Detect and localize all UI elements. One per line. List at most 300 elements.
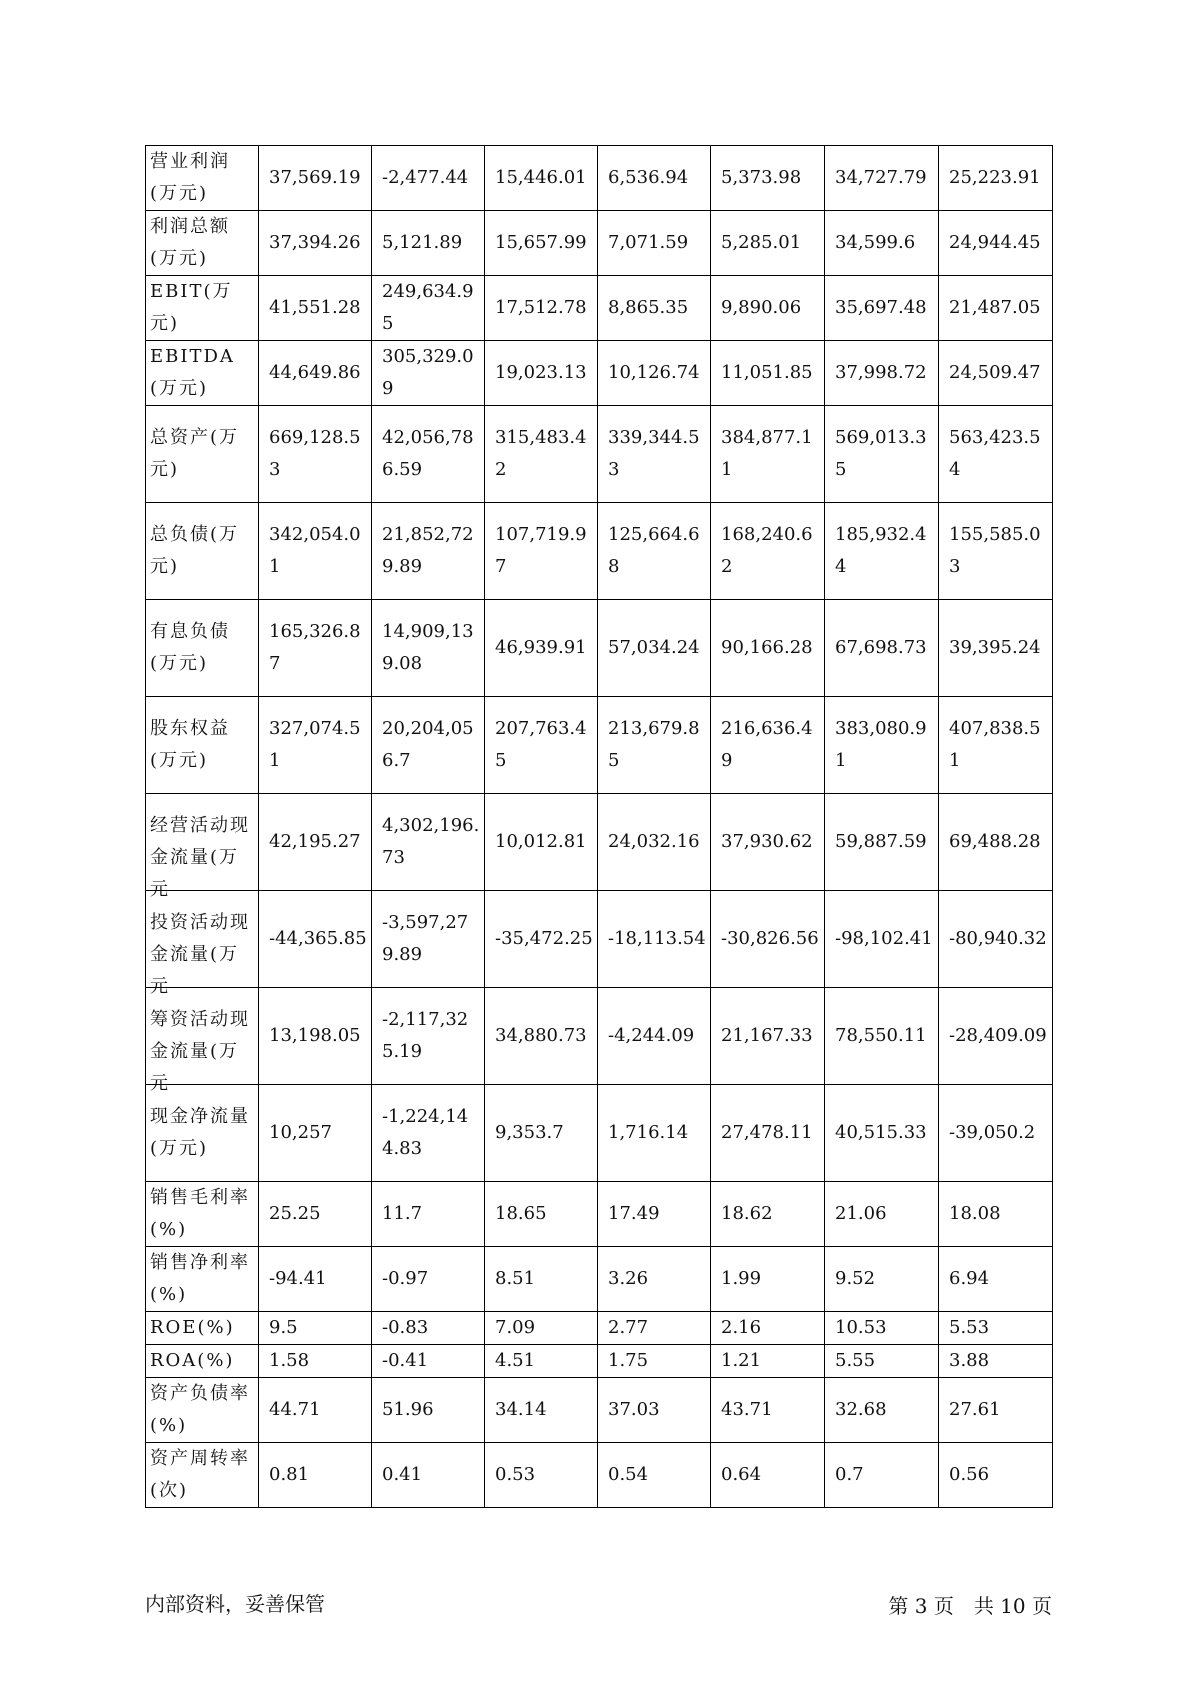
- cell-value: 107,719.97: [495, 524, 587, 577]
- cell-value: 5,121.89: [382, 232, 463, 253]
- cell-value: 43.71: [721, 1399, 773, 1420]
- table-cell: [598, 600, 711, 697]
- cell-value: 4.51: [495, 1350, 536, 1371]
- row-label: [146, 276, 259, 341]
- cell-value: 15,446.01: [495, 167, 587, 188]
- table-cell: [485, 1443, 598, 1508]
- table-cell: [825, 988, 939, 1085]
- cell-value: 5,373.98: [721, 167, 802, 188]
- cell-value: 17,512.78: [495, 297, 587, 318]
- cell-value: 5.55: [835, 1350, 876, 1371]
- cell-value: 6,536.94: [608, 167, 689, 188]
- cell-value: 40,515.33: [835, 1122, 927, 1143]
- table-cell: [598, 211, 711, 276]
- cell-value: 42,056,786.59: [382, 427, 474, 480]
- table-cell: [598, 891, 711, 988]
- cell-value: 42,195.27: [269, 831, 361, 852]
- row-label-text: 经营活动现金流量(万元: [150, 815, 250, 900]
- cell-value: 51.96: [382, 1399, 434, 1420]
- table-row: [146, 503, 1053, 600]
- cell-value: 4,302,196.73: [382, 815, 480, 868]
- cell-value: 10.53: [835, 1317, 887, 1338]
- row-label: [146, 503, 259, 600]
- cell-value: 11.7: [382, 1203, 423, 1224]
- cell-value: 13,198.05: [269, 1025, 361, 1046]
- table-row: [146, 146, 1053, 211]
- cell-value: 9,353.7: [495, 1122, 564, 1143]
- table-row: [146, 276, 1053, 341]
- row-label: [146, 1443, 259, 1508]
- table-cell: [598, 146, 711, 211]
- cell-value: 24,509.47: [949, 362, 1041, 383]
- cell-value: 37,930.62: [721, 831, 813, 852]
- table-cell: [372, 1085, 485, 1182]
- table-cell: [939, 503, 1053, 600]
- cell-value: 67,698.73: [835, 637, 927, 658]
- cell-value: 0.56: [949, 1464, 990, 1485]
- table-cell: [711, 211, 825, 276]
- cell-value: 21.06: [835, 1203, 887, 1224]
- cell-value: -35,472.25: [495, 928, 593, 949]
- row-label-text: 利润总额(万元): [150, 216, 230, 269]
- cell-value: 59,887.59: [835, 831, 927, 852]
- table-cell: [259, 276, 372, 341]
- cell-value: 0.53: [495, 1464, 536, 1485]
- table-cell: [372, 600, 485, 697]
- cell-value: 669,128.53: [269, 427, 361, 480]
- cell-value: 7,071.59: [608, 232, 689, 253]
- cell-value: 10,257: [269, 1122, 332, 1143]
- cell-value: 1.58: [269, 1350, 310, 1371]
- cell-value: 21,487.05: [949, 297, 1041, 318]
- table-cell: [711, 1182, 825, 1247]
- table-cell: [711, 276, 825, 341]
- cell-value: 5.53: [949, 1317, 990, 1338]
- row-label: [146, 794, 259, 900]
- cell-value: 27.61: [949, 1399, 1001, 1420]
- cell-value: 0.41: [382, 1464, 423, 1485]
- cell-value: 6.94: [949, 1268, 990, 1289]
- table-cell: [485, 1312, 598, 1345]
- cell-value: 78,550.11: [835, 1025, 927, 1046]
- cell-value: 216,636.49: [721, 718, 813, 771]
- table-cell: [485, 276, 598, 341]
- table-cell: [711, 1085, 825, 1182]
- table-cell: [259, 1443, 372, 1508]
- table-cell: [939, 146, 1053, 211]
- table-cell: [485, 600, 598, 697]
- table-cell: [259, 1247, 372, 1312]
- row-label: [146, 1312, 259, 1345]
- table-cell: [825, 406, 939, 503]
- table-row: [146, 1312, 1053, 1345]
- table-cell: [711, 406, 825, 503]
- cell-value: 249,634.95: [382, 281, 474, 334]
- cell-value: 9.5: [269, 1317, 298, 1338]
- table-cell: [939, 1378, 1053, 1443]
- table-row: [146, 341, 1053, 406]
- table-cell: [598, 1312, 711, 1345]
- table-cell: [711, 988, 825, 1085]
- cell-value: 24,944.45: [949, 232, 1041, 253]
- table-row: [146, 1085, 1053, 1182]
- row-label-text: 有息负债(万元): [150, 621, 230, 674]
- cell-value: 19,023.13: [495, 362, 587, 383]
- cell-value: 342,054.01: [269, 524, 361, 577]
- row-label-text: 销售净利率(%): [150, 1252, 250, 1305]
- table-cell: [372, 1247, 485, 1312]
- cell-value: 10,012.81: [495, 831, 587, 852]
- cell-value: 0.64: [721, 1464, 762, 1485]
- row-label: [146, 341, 259, 406]
- table-cell: [711, 1345, 825, 1378]
- table-cell: [825, 794, 939, 891]
- table-cell: [598, 988, 711, 1085]
- table-cell: [825, 1247, 939, 1312]
- cell-value: 407,838.51: [949, 718, 1041, 771]
- cell-value: 2.77: [608, 1317, 649, 1338]
- table-cell: [711, 1312, 825, 1345]
- table-cell: [372, 891, 485, 988]
- table-cell: [598, 1085, 711, 1182]
- table-row: [146, 1182, 1053, 1247]
- cell-value: 34.14: [495, 1399, 547, 1420]
- cell-value: 25.25: [269, 1203, 321, 1224]
- table-cell: [259, 1312, 372, 1345]
- table-cell: [259, 341, 372, 406]
- table-cell: [372, 211, 485, 276]
- cell-value: 24,032.16: [608, 831, 700, 852]
- table-cell: [485, 1247, 598, 1312]
- cell-value: 0.7: [835, 1464, 864, 1485]
- row-label: [146, 697, 259, 794]
- table-cell: [825, 891, 939, 988]
- cell-value: 207,763.45: [495, 718, 587, 771]
- table-cell: [598, 794, 711, 891]
- table-cell: [825, 341, 939, 406]
- table-cell: [825, 1085, 939, 1182]
- table-cell: [939, 341, 1053, 406]
- cell-value: -0.41: [382, 1350, 429, 1371]
- table-cell: [939, 988, 1053, 1085]
- table-row: [146, 600, 1053, 697]
- cell-value: 327,074.51: [269, 718, 361, 771]
- table-cell: [485, 891, 598, 988]
- table-cell: [939, 1443, 1053, 1508]
- row-label: [146, 600, 259, 697]
- row-label-text: 股东权益(万元): [150, 718, 230, 771]
- cell-value: 2.16: [721, 1317, 762, 1338]
- table-cell: [939, 697, 1053, 794]
- table-cell: [372, 146, 485, 211]
- cell-value: 8.51: [495, 1268, 536, 1289]
- cell-value: 8,865.35: [608, 297, 689, 318]
- table-cell: [598, 406, 711, 503]
- row-label-text: 筹资活动现金流量(万元: [150, 1009, 250, 1094]
- cell-value: 165,326.87: [269, 621, 361, 674]
- table-cell: [259, 1182, 372, 1247]
- cell-value: 25,223.91: [949, 167, 1041, 188]
- row-label-text: 营业利润(万元): [150, 151, 230, 204]
- table-cell: [259, 794, 372, 891]
- cell-value: 32.68: [835, 1399, 887, 1420]
- row-label-text: EBIT(万元): [150, 281, 233, 334]
- cell-value: 213,679.85: [608, 718, 700, 771]
- table-cell: [485, 503, 598, 600]
- table-row: [146, 988, 1053, 1085]
- cell-value: 37.03: [608, 1399, 660, 1420]
- row-label: [146, 146, 259, 211]
- cell-value: 17.49: [608, 1203, 660, 1224]
- cell-value: 20,204,056.7: [382, 718, 474, 771]
- table-cell: [939, 276, 1053, 341]
- cell-value: 35,697.48: [835, 297, 927, 318]
- row-label-text: 资产负债率(%): [150, 1383, 250, 1436]
- cell-value: 384,877.11: [721, 427, 813, 480]
- table-cell: [711, 503, 825, 600]
- cell-value: -0.83: [382, 1317, 429, 1338]
- row-label-text: 现金净流量(万元): [150, 1106, 250, 1159]
- cell-value: 3.26: [608, 1268, 649, 1289]
- cell-value: 168,240.62: [721, 524, 813, 577]
- table-cell: [598, 1378, 711, 1443]
- row-label: [146, 1247, 259, 1312]
- cell-value: -30,826.56: [721, 928, 819, 949]
- cell-value: 18.62: [721, 1203, 773, 1224]
- table-cell: [939, 406, 1053, 503]
- row-label-text: 总资产(万元): [150, 427, 240, 480]
- table-row: [146, 794, 1053, 891]
- table-cell: [825, 1443, 939, 1508]
- table-cell: [825, 600, 939, 697]
- cell-value: 3.88: [949, 1350, 990, 1371]
- cell-value: -39,050.2: [949, 1122, 1036, 1143]
- table-cell: [259, 503, 372, 600]
- table-cell: [372, 1345, 485, 1378]
- cell-value: 11,051.85: [721, 362, 813, 383]
- cell-value: 14,909,139.08: [382, 621, 474, 674]
- cell-value: -1,224,144.83: [382, 1106, 469, 1159]
- table-cell: [825, 276, 939, 341]
- table-cell: [372, 794, 485, 891]
- cell-value: 315,483.42: [495, 427, 587, 480]
- cell-value: 569,013.35: [835, 427, 927, 480]
- cell-value: -2,477.44: [382, 167, 469, 188]
- cell-value: -28,409.09: [949, 1025, 1047, 1046]
- cell-value: 1.99: [721, 1268, 762, 1289]
- table-row: [146, 211, 1053, 276]
- table-cell: [711, 341, 825, 406]
- cell-value: 10,126.74: [608, 362, 700, 383]
- cell-value: -4,244.09: [608, 1025, 695, 1046]
- cell-value: 44.71: [269, 1399, 321, 1420]
- table-cell: [598, 276, 711, 341]
- cell-value: -2,117,325.19: [382, 1009, 469, 1062]
- cell-value: 0.81: [269, 1464, 310, 1485]
- cell-value: 34,880.73: [495, 1025, 587, 1046]
- table-row: [146, 1345, 1053, 1378]
- table-cell: [372, 1182, 485, 1247]
- cell-value: 305,329.09: [382, 346, 474, 399]
- row-label-text: EBITDA(万元): [150, 346, 235, 399]
- row-label-text: 总负债(万元): [150, 524, 240, 577]
- table-cell: [485, 211, 598, 276]
- table-row: [146, 406, 1053, 503]
- table-cell: [485, 1378, 598, 1443]
- table-cell: [485, 988, 598, 1085]
- table-cell: [598, 1182, 711, 1247]
- table-cell: [598, 1247, 711, 1312]
- financial-table: [145, 145, 1053, 1508]
- cell-value: 34,727.79: [835, 167, 927, 188]
- table-cell: [939, 891, 1053, 988]
- cell-value: -44,365.85: [269, 928, 367, 949]
- table-cell: [939, 211, 1053, 276]
- table-cell: [372, 406, 485, 503]
- table-cell: [259, 988, 372, 1085]
- table-row: [146, 891, 1053, 988]
- table-cell: [711, 794, 825, 891]
- cell-value: 39,395.24: [949, 637, 1041, 658]
- cell-value: 1.21: [721, 1350, 762, 1371]
- row-label-text: 资产周转率(次): [150, 1448, 250, 1501]
- cell-value: 155,585.03: [949, 524, 1041, 577]
- table-cell: [825, 1378, 939, 1443]
- cell-value: 563,423.54: [949, 427, 1041, 480]
- cell-value: 7.09: [495, 1317, 536, 1338]
- table-cell: [825, 1312, 939, 1345]
- table-cell: [711, 891, 825, 988]
- table-cell: [939, 1312, 1053, 1345]
- table-cell: [598, 503, 711, 600]
- table-cell: [372, 276, 485, 341]
- table-cell: [372, 1378, 485, 1443]
- cell-value: 185,932.44: [835, 524, 927, 577]
- table-cell: [598, 341, 711, 406]
- cell-value: 37,998.72: [835, 362, 927, 383]
- cell-value: -80,940.32: [949, 928, 1047, 949]
- row-label: [146, 406, 259, 503]
- table-cell: [825, 211, 939, 276]
- table-cell: [485, 406, 598, 503]
- cell-value: 46,939.91: [495, 637, 587, 658]
- cell-value: -18,113.54: [608, 928, 706, 949]
- table-cell: [372, 1312, 485, 1345]
- row-label-text: 投资活动现金流量(万元: [150, 912, 250, 997]
- cell-value: 90,166.28: [721, 637, 813, 658]
- table-cell: [259, 406, 372, 503]
- cell-value: -0.97: [382, 1268, 429, 1289]
- row-label: [146, 1378, 259, 1443]
- table-cell: [372, 988, 485, 1085]
- cell-value: 383,080.91: [835, 718, 927, 771]
- table-cell: [711, 146, 825, 211]
- table-cell: [598, 1443, 711, 1508]
- cell-value: 37,569.19: [269, 167, 361, 188]
- cell-value: 34,599.6: [835, 232, 916, 253]
- table-row: [146, 697, 1053, 794]
- cell-value: -3,597,279.89: [382, 912, 469, 965]
- cell-value: 41,551.28: [269, 297, 361, 318]
- cell-value: 21,852,729.89: [382, 524, 474, 577]
- table-cell: [711, 600, 825, 697]
- table-cell: [825, 1345, 939, 1378]
- cell-value: 0.54: [608, 1464, 649, 1485]
- table-cell: [485, 341, 598, 406]
- cell-value: 57,034.24: [608, 637, 700, 658]
- cell-value: 5,285.01: [721, 232, 802, 253]
- row-label-text: ROA(%): [150, 1350, 235, 1371]
- table-cell: [485, 794, 598, 891]
- cell-value: 9,890.06: [721, 297, 802, 318]
- cell-value: 1,716.14: [608, 1122, 689, 1143]
- table-row: [146, 1443, 1053, 1508]
- table-cell: [711, 1443, 825, 1508]
- table-cell: [259, 697, 372, 794]
- table-cell: [259, 211, 372, 276]
- table-cell: [259, 1378, 372, 1443]
- table-cell: [939, 600, 1053, 697]
- cell-value: 125,664.68: [608, 524, 700, 577]
- row-label: [146, 211, 259, 276]
- cell-value: 18.65: [495, 1203, 547, 1224]
- page-number: 第 3 页 共 10 页: [888, 1594, 1052, 1618]
- table-cell: [598, 697, 711, 794]
- table-cell: [259, 1085, 372, 1182]
- table-cell: [372, 1443, 485, 1508]
- table-cell: [825, 503, 939, 600]
- cell-value: 15,657.99: [495, 232, 587, 253]
- table-cell: [939, 1247, 1053, 1312]
- table-row: [146, 1247, 1053, 1312]
- table-cell: [372, 503, 485, 600]
- cell-value: 69,488.28: [949, 831, 1041, 852]
- cell-value: 21,167.33: [721, 1025, 813, 1046]
- table-cell: [485, 146, 598, 211]
- cell-value: 1.75: [608, 1350, 649, 1371]
- cell-value: 9.52: [835, 1268, 876, 1289]
- table-cell: [711, 697, 825, 794]
- cell-value: 44,649.86: [269, 362, 361, 383]
- table-cell: [825, 697, 939, 794]
- table-cell: [939, 794, 1053, 891]
- table-cell: [485, 1345, 598, 1378]
- row-label: [146, 1182, 259, 1247]
- table-cell: [259, 1345, 372, 1378]
- cell-value: -98,102.41: [835, 928, 933, 949]
- table-cell: [939, 1085, 1053, 1182]
- table-cell: [485, 1085, 598, 1182]
- cell-value: 18.08: [949, 1203, 1001, 1224]
- cell-value: 37,394.26: [269, 232, 361, 253]
- table-cell: [939, 1182, 1053, 1247]
- table-cell: [711, 1378, 825, 1443]
- table-cell: [372, 341, 485, 406]
- table-row: [146, 1378, 1053, 1443]
- table-cell: [825, 146, 939, 211]
- table-cell: [485, 1182, 598, 1247]
- table-cell: [259, 891, 372, 988]
- row-label-text: ROE(%): [150, 1317, 235, 1338]
- confidential-note: 内部资料，妥善保管: [145, 1592, 325, 1616]
- financial-table-body: [146, 146, 1053, 1508]
- table-cell: [711, 1247, 825, 1312]
- table-cell: [372, 697, 485, 794]
- cell-value: 339,344.53: [608, 427, 700, 480]
- cell-value: 27,478.11: [721, 1122, 813, 1143]
- table-cell: [598, 1345, 711, 1378]
- table-cell: [485, 697, 598, 794]
